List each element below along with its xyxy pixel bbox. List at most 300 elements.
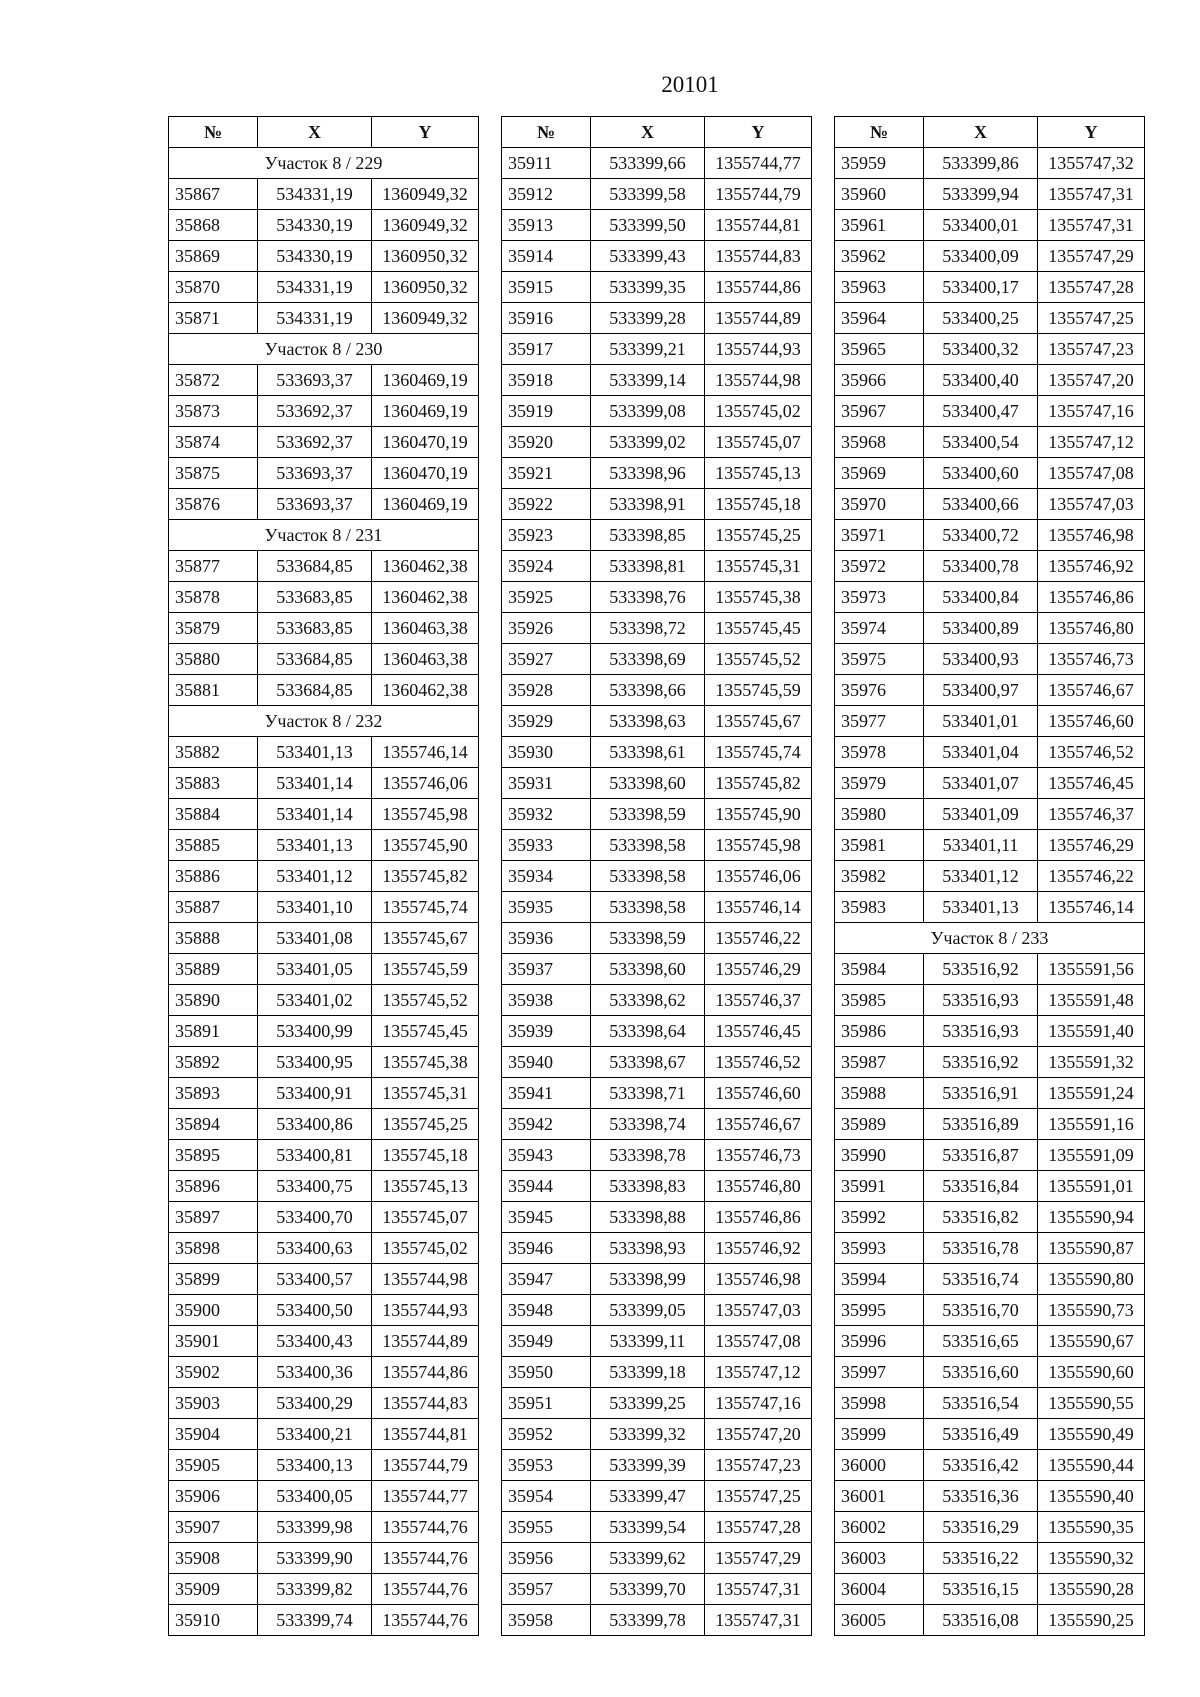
table-row: [169, 613, 479, 644]
point-number: 35954: [502, 1481, 591, 1512]
y-coordinate: 1355746,45: [1038, 768, 1145, 799]
y-coordinate: 1355747,31: [1038, 179, 1145, 210]
point-number: 35962: [835, 241, 924, 272]
x-coordinate: 533400,17: [924, 272, 1038, 303]
y-coordinate: 1355744,89: [372, 1326, 479, 1357]
point-number: 35931: [502, 768, 591, 799]
table-row: [835, 1605, 1145, 1636]
point-number: 35948: [502, 1295, 591, 1326]
x-coordinate: 533398,81: [591, 551, 705, 582]
table-row: [169, 737, 479, 768]
point-number: 35884: [169, 799, 258, 830]
table-row: [835, 613, 1145, 644]
table-row: [835, 1264, 1145, 1295]
table-row: [169, 1543, 479, 1574]
y-coordinate: 1355745,74: [705, 737, 812, 768]
x-coordinate: 533516,54: [924, 1388, 1038, 1419]
table-row: [502, 737, 812, 768]
y-coordinate: 1355744,86: [372, 1357, 479, 1388]
x-coordinate: 533399,62: [591, 1543, 705, 1574]
x-coordinate: 533398,59: [591, 923, 705, 954]
y-coordinate: 1355744,79: [705, 179, 812, 210]
y-coordinate: 1355744,81: [372, 1419, 479, 1450]
table-row: [169, 1078, 479, 1109]
table-header-row: [169, 117, 479, 148]
point-number: 35874: [169, 427, 258, 458]
point-number: 35952: [502, 1419, 591, 1450]
point-number: 35969: [835, 458, 924, 489]
point-number: 35872: [169, 365, 258, 396]
x-coordinate: 533516,29: [924, 1512, 1038, 1543]
table-row: [502, 799, 812, 830]
y-coordinate: 1355590,67: [1038, 1326, 1145, 1357]
table-row: [502, 334, 812, 365]
point-number: 35897: [169, 1202, 258, 1233]
y-coordinate: 1355746,14: [1038, 892, 1145, 923]
point-number: 36005: [835, 1605, 924, 1636]
table-row: [169, 551, 479, 582]
point-number: 35890: [169, 985, 258, 1016]
x-coordinate: 533401,12: [258, 861, 372, 892]
x-coordinate: 533401,11: [924, 830, 1038, 861]
x-coordinate: 533399,94: [924, 179, 1038, 210]
point-number: 35907: [169, 1512, 258, 1543]
table-row: [169, 1047, 479, 1078]
point-number: 35880: [169, 644, 258, 675]
x-coordinate: 533693,37: [258, 365, 372, 396]
y-coordinate: 1355746,22: [1038, 861, 1145, 892]
x-coordinate: 533400,66: [924, 489, 1038, 520]
x-coordinate: 533399,25: [591, 1388, 705, 1419]
x-coordinate: 533516,42: [924, 1450, 1038, 1481]
point-number: 35924: [502, 551, 591, 582]
table-row: [502, 1264, 812, 1295]
y-coordinate: 1355746,80: [705, 1171, 812, 1202]
y-coordinate: 1360463,38: [372, 644, 479, 675]
point-number: 35986: [835, 1016, 924, 1047]
table-row: [835, 179, 1145, 210]
x-coordinate: 533398,96: [591, 458, 705, 489]
table-row: [169, 427, 479, 458]
point-number: 35964: [835, 303, 924, 334]
point-number: 35922: [502, 489, 591, 520]
y-coordinate: 1360470,19: [372, 458, 479, 489]
y-coordinate: 1355745,13: [372, 1171, 479, 1202]
x-coordinate: 533401,08: [258, 923, 372, 954]
table-row: [502, 954, 812, 985]
x-coordinate: 533401,13: [258, 830, 372, 861]
point-number: 36000: [835, 1450, 924, 1481]
y-coordinate: 1355590,40: [1038, 1481, 1145, 1512]
y-coordinate: 1355747,29: [1038, 241, 1145, 272]
y-coordinate: 1355745,07: [705, 427, 812, 458]
table-row: [502, 768, 812, 799]
y-coordinate: 1355744,93: [705, 334, 812, 365]
x-coordinate: 533401,13: [924, 892, 1038, 923]
point-number: 35936: [502, 923, 591, 954]
point-number: 35953: [502, 1450, 591, 1481]
y-coordinate: 1355591,56: [1038, 954, 1145, 985]
table-row: [169, 799, 479, 830]
y-coordinate: 1360950,32: [372, 272, 479, 303]
x-coordinate: 533398,67: [591, 1047, 705, 1078]
x-coordinate: 533684,85: [258, 644, 372, 675]
x-coordinate: 533398,93: [591, 1233, 705, 1264]
y-coordinate: 1355746,06: [705, 861, 812, 892]
table-row: [835, 1450, 1145, 1481]
x-coordinate: 533400,72: [924, 520, 1038, 551]
x-coordinate: 533398,74: [591, 1109, 705, 1140]
point-number: 35975: [835, 644, 924, 675]
point-number: 35900: [169, 1295, 258, 1326]
y-coordinate: 1355745,59: [705, 675, 812, 706]
table-row: [169, 458, 479, 489]
x-coordinate: 533400,01: [924, 210, 1038, 241]
point-number: 35910: [169, 1605, 258, 1636]
x-coordinate: 533516,15: [924, 1574, 1038, 1605]
point-number: 35949: [502, 1326, 591, 1357]
table-row: [835, 1574, 1145, 1605]
y-coordinate: 1355747,16: [1038, 396, 1145, 427]
table-row: [502, 1326, 812, 1357]
y-coordinate: 1355745,38: [372, 1047, 479, 1078]
point-number: 35991: [835, 1171, 924, 1202]
point-number: 35882: [169, 737, 258, 768]
point-number: 35875: [169, 458, 258, 489]
y-coordinate: 1355744,93: [372, 1295, 479, 1326]
table-row: [835, 458, 1145, 489]
point-number: 35967: [835, 396, 924, 427]
y-coordinate: 1355747,12: [705, 1357, 812, 1388]
table-row: [502, 706, 812, 737]
x-coordinate: 533400,57: [258, 1264, 372, 1295]
x-coordinate: 533398,85: [591, 520, 705, 551]
x-coordinate: 533516,84: [924, 1171, 1038, 1202]
x-coordinate: 533400,25: [924, 303, 1038, 334]
section-row: [169, 148, 479, 179]
table-row: [835, 489, 1145, 520]
y-coordinate: 1355747,31: [705, 1605, 812, 1636]
x-coordinate: 533398,60: [591, 954, 705, 985]
y-coordinate: 1355591,01: [1038, 1171, 1145, 1202]
y-coordinate: 1355591,40: [1038, 1016, 1145, 1047]
table-row: [835, 1326, 1145, 1357]
point-number: 36002: [835, 1512, 924, 1543]
y-coordinate: 1355744,81: [705, 210, 812, 241]
point-number: 35895: [169, 1140, 258, 1171]
table-row: [169, 1140, 479, 1171]
y-coordinate: 1355746,73: [1038, 644, 1145, 675]
x-coordinate: 533516,49: [924, 1419, 1038, 1450]
x-coordinate: 533401,01: [924, 706, 1038, 737]
point-number: 35961: [835, 210, 924, 241]
y-coordinate: 1355745,98: [705, 830, 812, 861]
table-row: [502, 1233, 812, 1264]
point-number: 35992: [835, 1202, 924, 1233]
x-coordinate: 533398,72: [591, 613, 705, 644]
table-row: [502, 1543, 812, 1574]
y-coordinate: 1355746,29: [705, 954, 812, 985]
y-coordinate: 1355591,48: [1038, 985, 1145, 1016]
point-number: 36004: [835, 1574, 924, 1605]
point-number: 35870: [169, 272, 258, 303]
y-coordinate: 1355745,45: [372, 1016, 479, 1047]
x-coordinate: 533693,37: [258, 489, 372, 520]
table-row: [835, 396, 1145, 427]
table-row: [502, 1574, 812, 1605]
table-row: [169, 644, 479, 675]
point-number: 35977: [835, 706, 924, 737]
x-coordinate: 533516,93: [924, 985, 1038, 1016]
point-number: 36001: [835, 1481, 924, 1512]
y-coordinate: 1355747,12: [1038, 427, 1145, 458]
y-coordinate: 1355745,82: [372, 861, 479, 892]
point-number: 35972: [835, 551, 924, 582]
x-coordinate: 533400,84: [924, 582, 1038, 613]
x-coordinate: 533399,98: [258, 1512, 372, 1543]
header-x: X: [591, 117, 705, 148]
table-row: [835, 1233, 1145, 1264]
table-row: [835, 892, 1145, 923]
table-row: [502, 179, 812, 210]
x-coordinate: 533516,92: [924, 954, 1038, 985]
table-row: [169, 954, 479, 985]
y-coordinate: 1355746,98: [1038, 520, 1145, 551]
y-coordinate: 1355590,44: [1038, 1450, 1145, 1481]
x-coordinate: 533399,86: [924, 148, 1038, 179]
table-row: [835, 954, 1145, 985]
y-coordinate: 1355591,09: [1038, 1140, 1145, 1171]
table-row: [835, 985, 1145, 1016]
table-row: [835, 551, 1145, 582]
section-title: Участок 8 / 230: [169, 334, 479, 365]
table-row: [502, 1016, 812, 1047]
y-coordinate: 1355746,67: [705, 1109, 812, 1140]
point-number: 35956: [502, 1543, 591, 1574]
x-coordinate: 533399,47: [591, 1481, 705, 1512]
point-number: 35979: [835, 768, 924, 799]
y-coordinate: 1355590,87: [1038, 1233, 1145, 1264]
y-coordinate: 1355746,86: [1038, 582, 1145, 613]
point-number: 35903: [169, 1388, 258, 1419]
table-row: [169, 303, 479, 334]
y-coordinate: 1355746,80: [1038, 613, 1145, 644]
table-row: [502, 861, 812, 892]
x-coordinate: 533399,70: [591, 1574, 705, 1605]
y-coordinate: 1355591,16: [1038, 1109, 1145, 1140]
y-coordinate: 1355747,08: [705, 1326, 812, 1357]
point-number: 35912: [502, 179, 591, 210]
table-row: [169, 1605, 479, 1636]
table-row: [169, 923, 479, 954]
table-row: [502, 489, 812, 520]
table-row: [835, 675, 1145, 706]
point-number: 35970: [835, 489, 924, 520]
x-coordinate: 533400,63: [258, 1233, 372, 1264]
x-coordinate: 533683,85: [258, 582, 372, 613]
y-coordinate: 1355747,23: [705, 1450, 812, 1481]
x-coordinate: 533400,29: [258, 1388, 372, 1419]
y-coordinate: 1355745,90: [372, 830, 479, 861]
x-coordinate: 533400,91: [258, 1078, 372, 1109]
table-row: [835, 1481, 1145, 1512]
section-row: [835, 923, 1145, 954]
point-number: 35886: [169, 861, 258, 892]
x-coordinate: 533398,99: [591, 1264, 705, 1295]
x-coordinate: 533400,86: [258, 1109, 372, 1140]
x-coordinate: 533400,32: [924, 334, 1038, 365]
x-coordinate: 533401,12: [924, 861, 1038, 892]
table-row: [169, 1357, 479, 1388]
point-number: 35868: [169, 210, 258, 241]
y-coordinate: 1355746,92: [1038, 551, 1145, 582]
x-coordinate: 533400,47: [924, 396, 1038, 427]
y-coordinate: 1355746,73: [705, 1140, 812, 1171]
point-number: 35928: [502, 675, 591, 706]
y-coordinate: 1355745,59: [372, 954, 479, 985]
coordinates-table-3: [834, 116, 1145, 1636]
table-row: [502, 1481, 812, 1512]
table-row: [502, 1388, 812, 1419]
point-number: 35963: [835, 272, 924, 303]
y-coordinate: 1355747,28: [705, 1512, 812, 1543]
point-number: 35889: [169, 954, 258, 985]
point-number: 35946: [502, 1233, 591, 1264]
x-coordinate: 534330,19: [258, 210, 372, 241]
x-coordinate: 533400,89: [924, 613, 1038, 644]
section-title: Участок 8 / 232: [169, 706, 479, 737]
point-number: 35985: [835, 985, 924, 1016]
table-row: [169, 1512, 479, 1543]
table-row: [835, 272, 1145, 303]
point-number: 35987: [835, 1047, 924, 1078]
point-number: 35927: [502, 644, 591, 675]
table-row: [835, 210, 1145, 241]
y-coordinate: 1355746,60: [1038, 706, 1145, 737]
y-coordinate: 1360462,38: [372, 582, 479, 613]
x-coordinate: 533516,93: [924, 1016, 1038, 1047]
point-number: 35915: [502, 272, 591, 303]
table-row: [835, 861, 1145, 892]
point-number: 35993: [835, 1233, 924, 1264]
table-row: [835, 1357, 1145, 1388]
point-number: 35941: [502, 1078, 591, 1109]
point-number: 35951: [502, 1388, 591, 1419]
table-row: [835, 1388, 1145, 1419]
point-number: 35869: [169, 241, 258, 272]
table-row: [835, 1109, 1145, 1140]
x-coordinate: 533399,78: [591, 1605, 705, 1636]
header-number: №: [835, 117, 924, 148]
y-coordinate: 1355590,73: [1038, 1295, 1145, 1326]
y-coordinate: 1355745,52: [372, 985, 479, 1016]
table-row: [169, 489, 479, 520]
y-coordinate: 1360949,32: [372, 210, 479, 241]
x-coordinate: 533401,05: [258, 954, 372, 985]
x-coordinate: 533516,78: [924, 1233, 1038, 1264]
y-coordinate: 1355745,18: [705, 489, 812, 520]
x-coordinate: 533399,74: [258, 1605, 372, 1636]
point-number: 35920: [502, 427, 591, 458]
table-row: [502, 1295, 812, 1326]
x-coordinate: 533693,37: [258, 458, 372, 489]
table-row: [169, 985, 479, 1016]
point-number: 35976: [835, 675, 924, 706]
x-coordinate: 533398,88: [591, 1202, 705, 1233]
point-number: 35982: [835, 861, 924, 892]
table-row: [169, 272, 479, 303]
point-number: 35905: [169, 1450, 258, 1481]
y-coordinate: 1360469,19: [372, 489, 479, 520]
x-coordinate: 533684,85: [258, 675, 372, 706]
y-coordinate: 1355746,92: [705, 1233, 812, 1264]
point-number: 35934: [502, 861, 591, 892]
y-coordinate: 1360462,38: [372, 551, 479, 582]
y-coordinate: 1355747,31: [705, 1574, 812, 1605]
y-coordinate: 1355747,03: [705, 1295, 812, 1326]
x-coordinate: 533399,54: [591, 1512, 705, 1543]
x-coordinate: 533401,07: [924, 768, 1038, 799]
coordinates-table: [168, 116, 479, 1636]
y-coordinate: 1355744,77: [705, 148, 812, 179]
y-coordinate: 1355745,67: [372, 923, 479, 954]
y-coordinate: 1355745,90: [705, 799, 812, 830]
table-row: [502, 303, 812, 334]
x-coordinate: 533399,90: [258, 1543, 372, 1574]
x-coordinate: 533399,28: [591, 303, 705, 334]
point-number: 35878: [169, 582, 258, 613]
header-y: Y: [372, 117, 479, 148]
table-row: [502, 644, 812, 675]
table-row: [502, 1047, 812, 1078]
x-coordinate: 533516,08: [924, 1605, 1038, 1636]
y-coordinate: 1355591,32: [1038, 1047, 1145, 1078]
point-number: 35974: [835, 613, 924, 644]
point-number: 35937: [502, 954, 591, 985]
table-row: [835, 582, 1145, 613]
header-number: №: [502, 117, 591, 148]
y-coordinate: 1355746,22: [705, 923, 812, 954]
x-coordinate: 533399,66: [591, 148, 705, 179]
table-row: [169, 830, 479, 861]
point-number: 35876: [169, 489, 258, 520]
x-coordinate: 533516,74: [924, 1264, 1038, 1295]
table-row: [835, 1171, 1145, 1202]
point-number: 35997: [835, 1357, 924, 1388]
point-number: 35879: [169, 613, 258, 644]
y-coordinate: 1355590,35: [1038, 1512, 1145, 1543]
point-number: 35981: [835, 830, 924, 861]
x-coordinate: 533399,39: [591, 1450, 705, 1481]
y-coordinate: 1355591,24: [1038, 1078, 1145, 1109]
x-coordinate: 533516,60: [924, 1357, 1038, 1388]
point-number: 35919: [502, 396, 591, 427]
y-coordinate: 1360469,19: [372, 396, 479, 427]
point-number: 35955: [502, 1512, 591, 1543]
point-number: 35904: [169, 1419, 258, 1450]
table-row: [502, 396, 812, 427]
table-header-row: [835, 117, 1145, 148]
x-coordinate: 533401,10: [258, 892, 372, 923]
table-row: [502, 675, 812, 706]
point-number: 35917: [502, 334, 591, 365]
y-coordinate: 1355744,98: [372, 1264, 479, 1295]
point-number: 35984: [835, 954, 924, 985]
y-coordinate: 1355746,29: [1038, 830, 1145, 861]
y-coordinate: 1355746,60: [705, 1078, 812, 1109]
point-number: 35873: [169, 396, 258, 427]
y-coordinate: 1355747,08: [1038, 458, 1145, 489]
